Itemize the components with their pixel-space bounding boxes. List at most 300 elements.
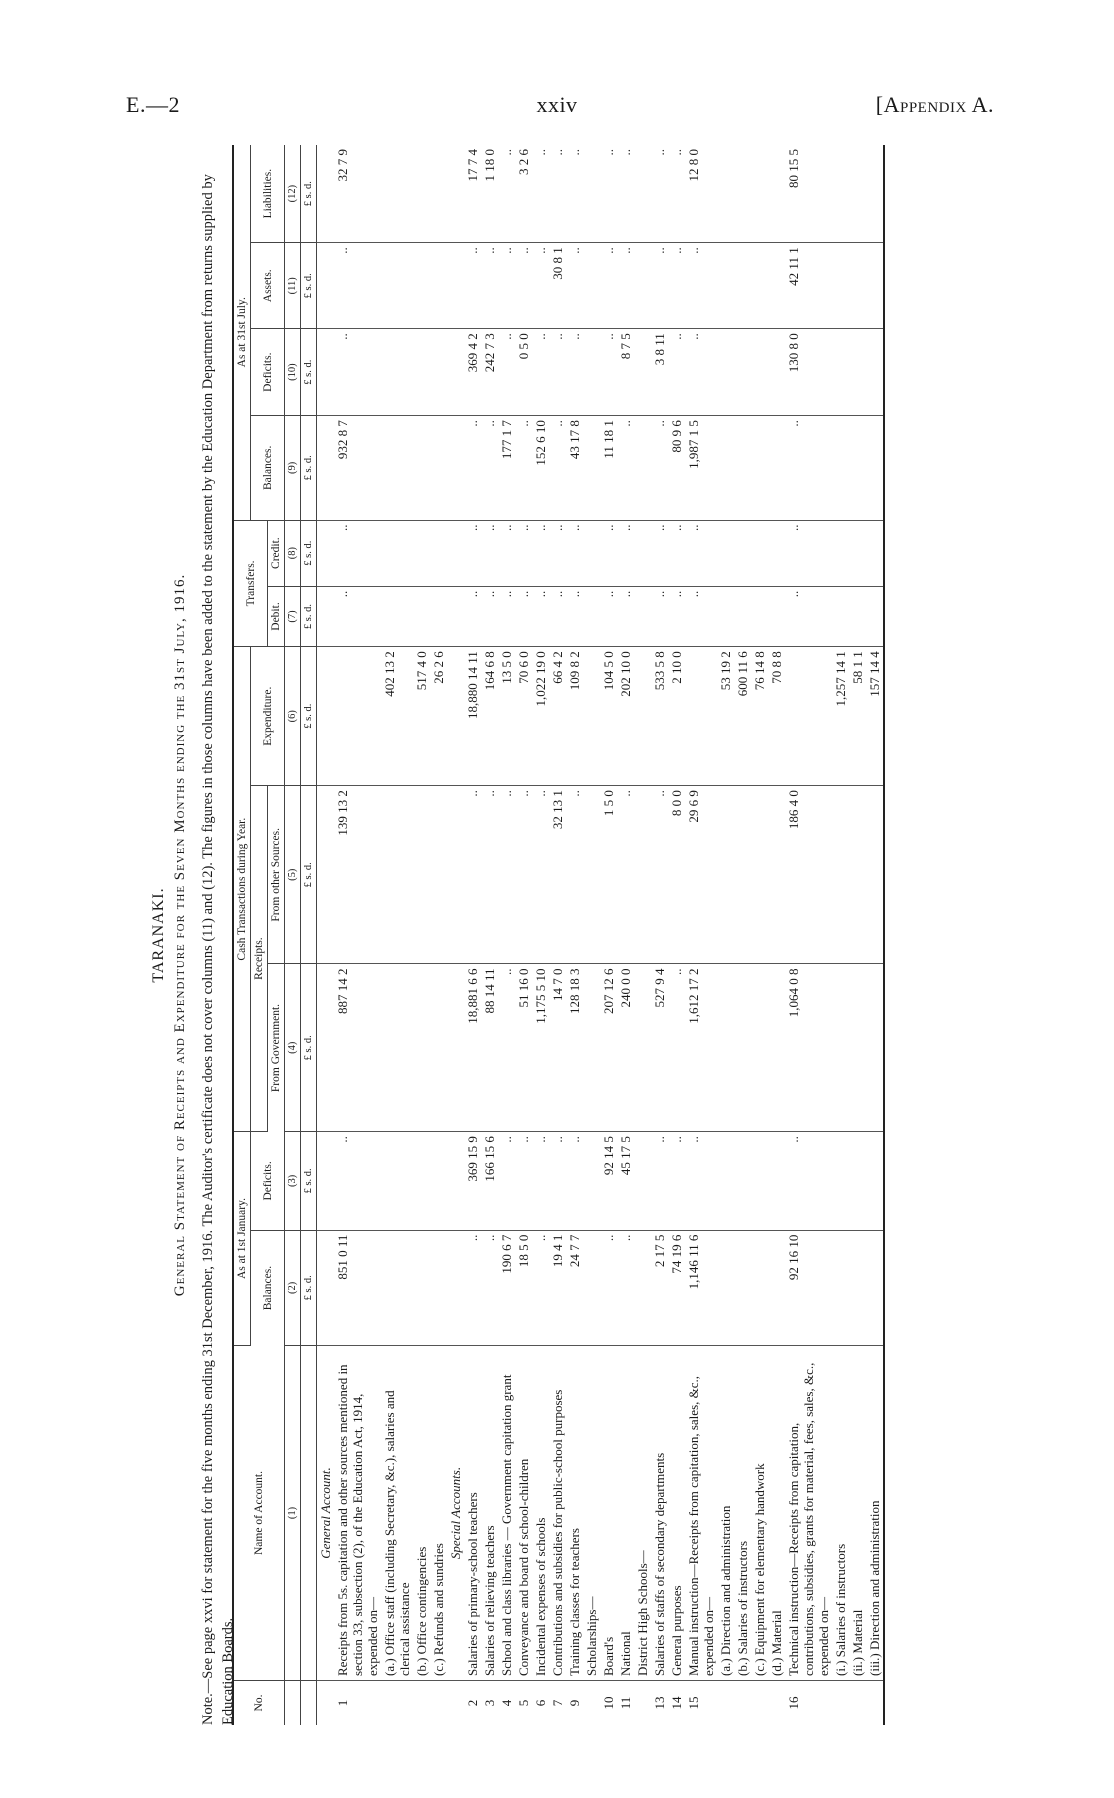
cell-c3 xyxy=(734,1132,751,1231)
cell-c4: 88 14 11 xyxy=(481,964,498,1132)
cell-c7: .. xyxy=(334,586,381,646)
row-number xyxy=(768,1681,785,1726)
cell-c3 xyxy=(849,1132,866,1231)
cell-c3: .. xyxy=(334,1132,381,1231)
cell-c5: 186 4 0 xyxy=(785,786,832,964)
row-number xyxy=(832,1681,849,1726)
account-name: (iii.) Direction and administration xyxy=(866,1346,884,1681)
col-9-units: £ s. d. xyxy=(301,416,317,520)
cell-c7: .. xyxy=(617,586,634,646)
cell-c9 xyxy=(866,416,884,520)
cell-c9 xyxy=(751,416,768,520)
col-2-header: Balances. xyxy=(251,1230,285,1345)
cell-c10 xyxy=(832,329,849,416)
cell-c3 xyxy=(717,1132,734,1231)
cell-c12 xyxy=(413,145,430,243)
account-name: Training classes for teachers xyxy=(566,1346,583,1681)
cell-c7 xyxy=(717,586,734,646)
row-number xyxy=(413,1681,430,1726)
cell-c11: .. xyxy=(617,243,634,329)
cell-c9 xyxy=(717,416,734,520)
table-row xyxy=(549,145,566,1725)
cell-c11: .. xyxy=(515,243,532,329)
rotated-statement xyxy=(150,145,1000,1725)
cell-c6: 70 6 0 xyxy=(515,647,532,786)
cell-c4 xyxy=(751,964,768,1132)
cell-c10 xyxy=(866,329,884,416)
cell-c6: 157 14 4 xyxy=(866,647,884,786)
account-name: Conveyance and board of school-children xyxy=(515,1346,532,1681)
cell-c12 xyxy=(447,145,464,243)
cell-c12: 3 2 6 xyxy=(515,145,532,243)
cell-c11 xyxy=(413,243,430,329)
col-4-number: (4) xyxy=(285,964,301,1132)
col-1-units xyxy=(301,1346,317,1681)
statement-table xyxy=(232,145,885,1725)
cell-c7: .. xyxy=(549,586,566,646)
table-row xyxy=(566,145,583,1725)
col-2-units: £ s. d. xyxy=(301,1230,317,1345)
col-11-header: Assets. xyxy=(251,243,285,329)
cell-c6: 2 10 0 xyxy=(668,647,685,786)
cell-c8: .. xyxy=(785,520,832,586)
account-name: School and class libraries — Government capitation grant xyxy=(498,1346,515,1681)
row-number xyxy=(381,1681,413,1726)
row-number xyxy=(447,1681,464,1726)
cell-c5 xyxy=(832,786,849,964)
auditor-note: Note.—See page xxvi for statement for the five months ending 31st December, 1916. The Auditor's certificate does not cover columns (11) and (12). The figures in those columns have been added to the statement by the Education Department from returns supplied by Education Boards. xyxy=(200,174,236,1725)
cell-c2: 2 17 5 xyxy=(651,1230,668,1345)
cell-c7 xyxy=(413,586,430,646)
table-row xyxy=(866,145,884,1725)
cell-c11 xyxy=(381,243,413,329)
cell-c9 xyxy=(734,416,751,520)
account-name: Salaries of staffs of secondary departments xyxy=(651,1346,668,1681)
cell-c8: .. xyxy=(600,520,617,586)
cell-c10 xyxy=(734,329,751,416)
col-7-header: Debit. xyxy=(268,586,285,646)
cell-c11: .. xyxy=(532,243,549,329)
cell-c7 xyxy=(583,586,600,646)
cell-c6: 1,022 19 0 xyxy=(532,647,549,786)
col-8-units: £ s. d. xyxy=(301,520,317,586)
cell-c11 xyxy=(849,243,866,329)
row-number xyxy=(317,1681,335,1726)
col-3-units: £ s. d. xyxy=(301,1132,317,1231)
cell-c5: 8 0 0 xyxy=(668,786,685,964)
cell-c4: 1,175 5 10 xyxy=(532,964,549,1132)
col-10-header: Deficits. xyxy=(251,329,285,416)
cell-c3 xyxy=(832,1132,849,1231)
cell-c8: .. xyxy=(617,520,634,586)
account-name: Board's xyxy=(600,1346,617,1681)
cell-c12 xyxy=(849,145,866,243)
table-row xyxy=(717,145,734,1725)
cell-c11 xyxy=(447,243,464,329)
col-6-header: Expenditure. xyxy=(251,647,285,786)
cell-c4 xyxy=(866,964,884,1132)
cell-c4 xyxy=(583,964,600,1132)
col-5-units: £ s. d. xyxy=(301,786,317,964)
cell-c5: 1 5 0 xyxy=(600,786,617,964)
table-row xyxy=(600,145,617,1725)
cell-c6: 104 5 0 xyxy=(600,647,617,786)
account-name: (a.) Direction and administration xyxy=(717,1346,734,1681)
cell-c4: 207 12 6 xyxy=(600,964,617,1132)
account-name: Scholarships— xyxy=(583,1346,600,1681)
cell-c6: 53 19 2 xyxy=(717,647,734,786)
col-5-header: From other Sources. xyxy=(268,786,285,964)
section-heading: General Account. xyxy=(317,1346,335,1681)
cell-c10 xyxy=(447,329,464,416)
table-row xyxy=(583,145,600,1725)
cell-c6: 70 8 8 xyxy=(768,647,785,786)
cell-c8 xyxy=(583,520,600,586)
cell-c8: .. xyxy=(532,520,549,586)
group-cash-header: Cash Transactions during Year. xyxy=(233,647,251,1132)
cell-c2 xyxy=(634,1230,651,1345)
account-name: (c.) Equipment for elementary handwork xyxy=(751,1346,768,1681)
cell-c3: 92 14 5 xyxy=(600,1132,617,1231)
cell-c8 xyxy=(849,520,866,586)
cell-c11: .. xyxy=(668,243,685,329)
table-row xyxy=(634,145,651,1725)
col-3-number: (3) xyxy=(285,1132,301,1231)
account-name: (b.) Office contingencies xyxy=(413,1346,430,1681)
cell-c7: .. xyxy=(785,586,832,646)
col-8-header: Credit. xyxy=(268,520,285,586)
cell-c12 xyxy=(717,145,734,243)
cell-c7: .. xyxy=(481,586,498,646)
col-12-number: (12) xyxy=(285,145,301,243)
cell-c5: 32 13 1 xyxy=(549,786,566,964)
cell-c5 xyxy=(583,786,600,964)
col-6-units: £ s. d. xyxy=(301,647,317,786)
table-row xyxy=(617,145,634,1725)
cell-c6: 1,257 14 1 xyxy=(832,647,849,786)
col-12-units: £ s. d. xyxy=(301,145,317,243)
cell-c2 xyxy=(751,1230,768,1345)
cell-c12 xyxy=(317,145,335,243)
cell-c6: 58 1 1 xyxy=(849,647,866,786)
cell-c2 xyxy=(413,1230,430,1345)
cell-c8: .. xyxy=(334,520,381,586)
table-row xyxy=(381,145,413,1725)
appendix-label: [Appendix A. xyxy=(875,92,994,117)
cell-c11: .. xyxy=(566,243,583,329)
col-6-number: (6) xyxy=(285,647,301,786)
cell-c8 xyxy=(866,520,884,586)
group-transfers-header: Transfers. xyxy=(233,520,268,647)
cell-c9 xyxy=(768,416,785,520)
col-10-number: (10) xyxy=(285,329,301,416)
cell-c5 xyxy=(634,786,651,964)
table-row xyxy=(413,145,430,1725)
account-name: Technical instruction—Receipts from capitation, contributions, subsidies, grants for material, fees, sales, &c., expended on— xyxy=(785,1346,832,1681)
cell-c6: 202 10 0 xyxy=(617,647,634,786)
cell-c3 xyxy=(317,1132,335,1231)
table-row xyxy=(532,145,549,1725)
cell-c10 xyxy=(583,329,600,416)
cell-c9 xyxy=(447,416,464,520)
cell-c3: .. xyxy=(685,1132,717,1231)
row-number: 6 xyxy=(533,1699,548,1707)
cell-c10: 242 7 3 xyxy=(481,329,498,416)
cell-c12 xyxy=(381,145,413,243)
col-2-number: (2) xyxy=(285,1230,301,1345)
cell-c10: 3 8 11 xyxy=(651,329,668,416)
cell-c4: 887 14 2 xyxy=(334,964,381,1132)
cell-c5: .. xyxy=(515,786,532,964)
cell-c8 xyxy=(634,520,651,586)
cell-c11 xyxy=(430,243,447,329)
col-7-units: £ s. d. xyxy=(301,586,317,646)
cell-c7 xyxy=(734,586,751,646)
cell-c2: .. xyxy=(617,1230,634,1345)
page-number: xxiv xyxy=(536,92,578,117)
cell-c10 xyxy=(634,329,651,416)
cell-c4 xyxy=(832,964,849,1132)
cell-c7 xyxy=(832,586,849,646)
cell-c12: .. xyxy=(617,145,634,243)
cell-c2 xyxy=(832,1230,849,1345)
cell-c10: .. xyxy=(498,329,515,416)
cell-c7: .. xyxy=(668,586,685,646)
cell-c12: .. xyxy=(498,145,515,243)
cell-c9: .. xyxy=(549,416,566,520)
cell-c11: 30 8 1 xyxy=(549,243,566,329)
account-name: Receipts from 5s. capitation and other sources mentioned in section 33, subsection (2), of the Education Act, 1914, expended on— xyxy=(334,1346,381,1681)
cell-c10 xyxy=(768,329,785,416)
cell-c9 xyxy=(583,416,600,520)
cell-c7 xyxy=(381,586,413,646)
cell-c6: 517 4 0 xyxy=(413,647,430,786)
account-name: (a.) Office staff (including Secretary, &c.), salaries and clerical assistance xyxy=(381,1346,413,1681)
cell-c11 xyxy=(866,243,884,329)
cell-c4: 1,064 0 8 xyxy=(785,964,832,1132)
cell-c3: .. xyxy=(532,1132,549,1231)
cell-c8: .. xyxy=(566,520,583,586)
col-4-units: £ s. d. xyxy=(301,964,317,1132)
cell-c7: .. xyxy=(464,586,481,646)
cell-c5 xyxy=(430,786,447,964)
cell-c4 xyxy=(430,964,447,1132)
account-name: District High Schools— xyxy=(634,1346,651,1681)
cell-c2 xyxy=(717,1230,734,1345)
statement-body xyxy=(317,145,885,1725)
cell-c9: .. xyxy=(481,416,498,520)
cell-c11 xyxy=(832,243,849,329)
col-12-header: Liabilities. xyxy=(251,145,285,243)
cell-c12: .. xyxy=(532,145,549,243)
cell-c8 xyxy=(717,520,734,586)
cell-c4 xyxy=(447,964,464,1132)
col-9-number: (9) xyxy=(285,416,301,520)
cell-c4: 14 7 0 xyxy=(549,964,566,1132)
cell-c9: 152 6 10 xyxy=(532,416,549,520)
cell-c11 xyxy=(751,243,768,329)
cell-c10 xyxy=(317,329,335,416)
cell-c12 xyxy=(768,145,785,243)
cell-c11 xyxy=(717,243,734,329)
cell-c2: .. xyxy=(532,1230,549,1345)
cell-c9: 11 18 1 xyxy=(600,416,617,520)
table-row xyxy=(768,145,785,1725)
cell-c3 xyxy=(430,1132,447,1231)
table-row xyxy=(334,145,381,1725)
cell-c8: .. xyxy=(549,520,566,586)
cell-c5 xyxy=(317,786,335,964)
col-0-units xyxy=(301,1681,317,1726)
cell-c2 xyxy=(447,1230,464,1345)
section-heading: Special Accounts. xyxy=(447,1346,464,1681)
cell-c9: .. xyxy=(515,416,532,520)
cell-c9 xyxy=(634,416,651,520)
table-row xyxy=(685,145,717,1725)
cell-c8: .. xyxy=(685,520,717,586)
cell-c10 xyxy=(430,329,447,416)
cell-c12 xyxy=(832,145,849,243)
account-name: Salaries of relieving teachers xyxy=(481,1346,498,1681)
cell-c2 xyxy=(849,1230,866,1345)
cell-c11: .. xyxy=(600,243,617,329)
cell-c6: 76 14 8 xyxy=(751,647,768,786)
row-number xyxy=(634,1681,651,1726)
cell-c3 xyxy=(381,1132,413,1231)
cell-c4 xyxy=(381,964,413,1132)
cell-c2: .. xyxy=(464,1230,481,1345)
cell-c10: .. xyxy=(532,329,549,416)
cell-c3 xyxy=(413,1132,430,1231)
col-no-header: No. xyxy=(233,1681,285,1726)
cell-c3: .. xyxy=(549,1132,566,1231)
cell-c2: 851 0 11 xyxy=(334,1230,381,1345)
cell-c3: 166 15 6 xyxy=(481,1132,498,1231)
cell-c3: .. xyxy=(515,1132,532,1231)
cell-c12: .. xyxy=(600,145,617,243)
cell-c11: .. xyxy=(481,243,498,329)
cell-c7: .. xyxy=(600,586,617,646)
cell-c5 xyxy=(849,786,866,964)
table-row xyxy=(481,145,498,1725)
cell-c3 xyxy=(751,1132,768,1231)
cell-c2 xyxy=(866,1230,884,1345)
col-11-number: (11) xyxy=(285,243,301,329)
cell-c10: .. xyxy=(549,329,566,416)
cell-c9 xyxy=(413,416,430,520)
cell-c10: 369 4 2 xyxy=(464,329,481,416)
cell-c11 xyxy=(768,243,785,329)
cell-c5 xyxy=(717,786,734,964)
cell-c6: 533 5 8 xyxy=(651,647,668,786)
cell-c11 xyxy=(583,243,600,329)
cell-c9: .. xyxy=(651,416,668,520)
cell-c4 xyxy=(317,964,335,1132)
cell-c5 xyxy=(751,786,768,964)
cell-c6 xyxy=(447,647,464,786)
cell-c5: .. xyxy=(566,786,583,964)
cell-c3: 369 15 9 xyxy=(464,1132,481,1231)
cell-c8 xyxy=(317,520,335,586)
cell-c3: .. xyxy=(668,1132,685,1231)
cell-c6: 600 11 6 xyxy=(734,647,751,786)
cell-c7 xyxy=(634,586,651,646)
cell-c4 xyxy=(768,964,785,1132)
cell-c10: .. xyxy=(334,329,381,416)
cell-c9: .. xyxy=(617,416,634,520)
cell-c5: .. xyxy=(617,786,634,964)
table-row xyxy=(849,145,866,1725)
cell-c2: 19 4 1 xyxy=(549,1230,566,1345)
cell-c9 xyxy=(832,416,849,520)
cell-c9: 177 1 7 xyxy=(498,416,515,520)
column-number-row xyxy=(285,145,301,1725)
table-row xyxy=(430,145,447,1725)
cell-c5 xyxy=(734,786,751,964)
row-number xyxy=(849,1681,866,1726)
row-number xyxy=(751,1681,768,1726)
table-row xyxy=(498,145,515,1725)
row-number: 4 xyxy=(499,1699,514,1707)
cell-c10 xyxy=(751,329,768,416)
cell-c12 xyxy=(583,145,600,243)
cell-c8 xyxy=(768,520,785,586)
cell-c8: .. xyxy=(651,520,668,586)
table-row xyxy=(317,145,335,1725)
cell-c7 xyxy=(768,586,785,646)
cell-c10 xyxy=(381,329,413,416)
cell-c7: .. xyxy=(498,586,515,646)
col-name-header: Name of Account. xyxy=(233,1346,285,1681)
col-3-header: Deficits. xyxy=(251,1132,285,1231)
cell-c2: 1,146 11 6 xyxy=(685,1230,717,1345)
account-name: (ii.) Material xyxy=(849,1346,866,1681)
cell-c6 xyxy=(634,647,651,786)
account-name: (c.) Refunds and sundries xyxy=(430,1346,447,1681)
cell-c3 xyxy=(768,1132,785,1231)
table-row xyxy=(832,145,849,1725)
table-row xyxy=(464,145,481,1725)
cell-c3: .. xyxy=(785,1132,832,1231)
group-jul-header: As at 31st July. xyxy=(233,145,251,520)
cell-c8: .. xyxy=(668,520,685,586)
row-number xyxy=(717,1681,734,1726)
group-jan-header: As at 1st January. xyxy=(233,1132,251,1346)
cell-c6 xyxy=(334,647,381,786)
cell-c11: .. xyxy=(334,243,381,329)
cell-c5 xyxy=(413,786,430,964)
cell-c4 xyxy=(849,964,866,1132)
cell-c8: .. xyxy=(515,520,532,586)
cell-c8 xyxy=(751,520,768,586)
row-number: 9 xyxy=(567,1699,582,1707)
cell-c4: 1,612 17 2 xyxy=(685,964,717,1132)
table-row xyxy=(515,145,532,1725)
document-title: TARANAKI. xyxy=(150,887,167,983)
cell-c8: .. xyxy=(481,520,498,586)
cell-c4: 51 16 0 xyxy=(515,964,532,1132)
cell-c5 xyxy=(447,786,464,964)
cell-c6: 18,880 14 11 xyxy=(464,647,481,786)
cell-c2: 190 6 7 xyxy=(498,1230,515,1345)
col-10-units: £ s. d. xyxy=(301,329,317,416)
col-9-header: Balances. xyxy=(251,416,285,520)
cell-c4: .. xyxy=(498,964,515,1132)
cell-c4 xyxy=(734,964,751,1132)
cell-c6 xyxy=(317,647,335,786)
cell-c12: .. xyxy=(651,145,668,243)
cell-c7 xyxy=(751,586,768,646)
